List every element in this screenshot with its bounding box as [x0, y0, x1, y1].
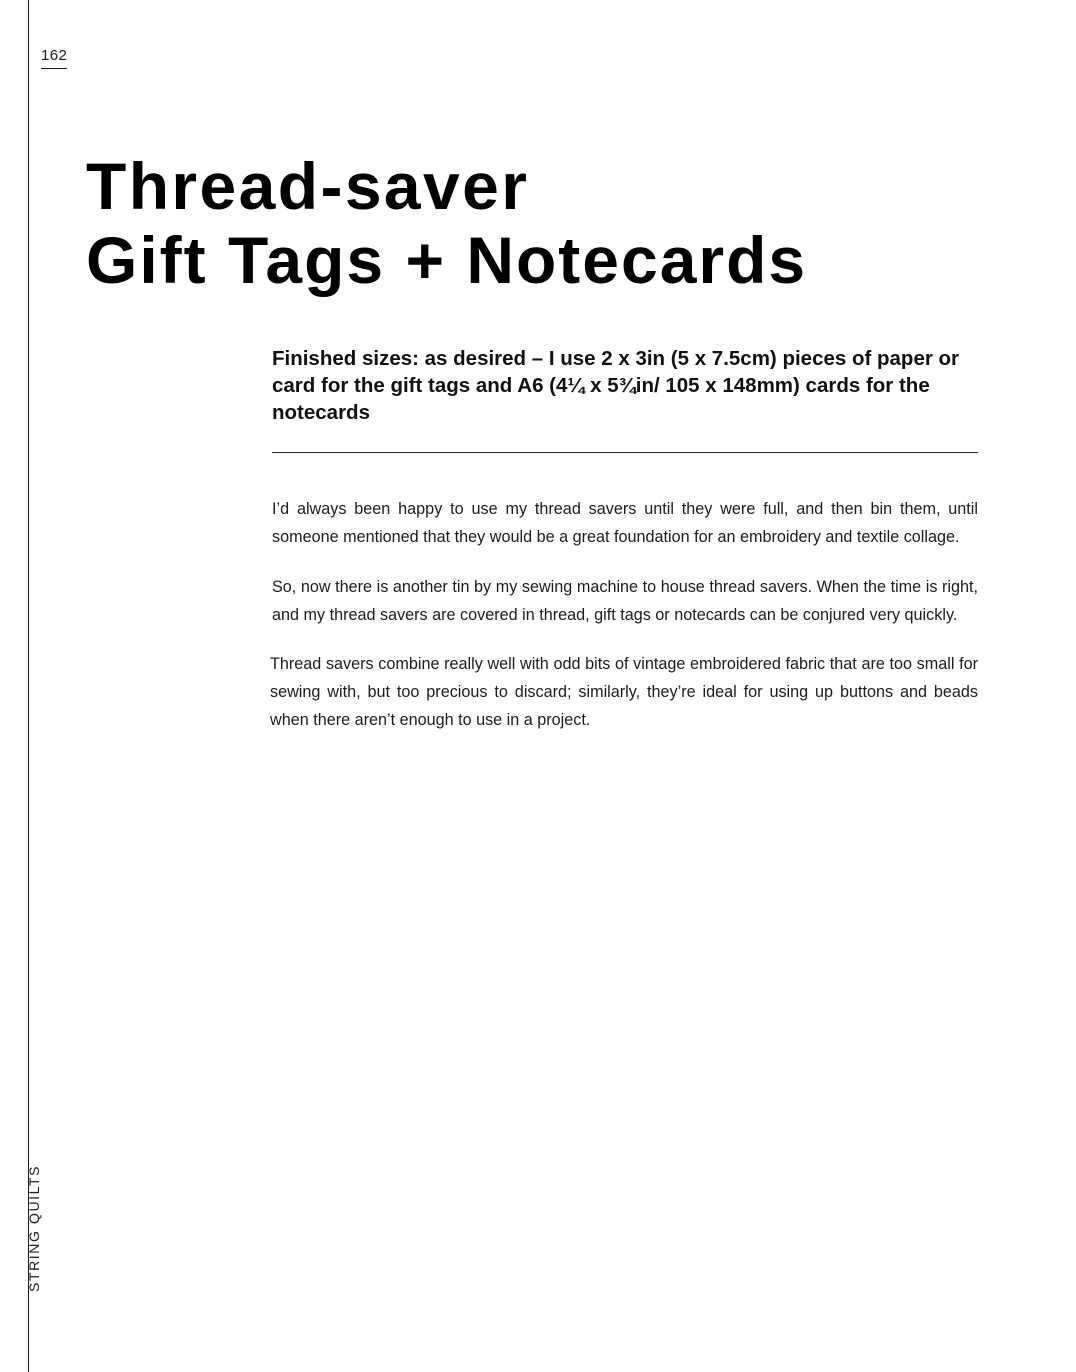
- body-paragraph: So, now there is another tin by my sewing machine to house thread savers. When the time is right, and my thread savers are covered in thread, gift tags or notecards can be conjured very quickly.: [272, 577, 978, 624]
- page-title-line-1: Thread-saver: [86, 149, 530, 223]
- page-number: 162: [41, 48, 67, 69]
- page-title-line-2: Gift Tags + Notecards: [86, 222, 808, 297]
- section-divider: [272, 452, 978, 453]
- finished-sizes-note: Finished sizes: as desired – I use 2 x 3in (5 x 7.5cm) pieces of paper or card for the gift tags and A6 (4¼ x 5¾in/ 105 x 148mm) cards for the notecards: [272, 347, 960, 425]
- page-title: [86, 150, 996, 298]
- body-paragraph: Thread savers combine really well with odd bits of vintage embroidered fabric that are too small for sewing with, but too precious to discard; similarly, they’re ideal for using up buttons and beads when there aren’t enough to use in a project.: [270, 655, 978, 730]
- body-paragraph: I’d always been happy to use my thread savers until they were full, and then bin them, until someone mentioned that they would be a great foundation for an embroidery and textile collage.: [272, 500, 978, 546]
- body-copy: [272, 496, 978, 735]
- running-head: STRING QUILTS: [26, 1164, 42, 1292]
